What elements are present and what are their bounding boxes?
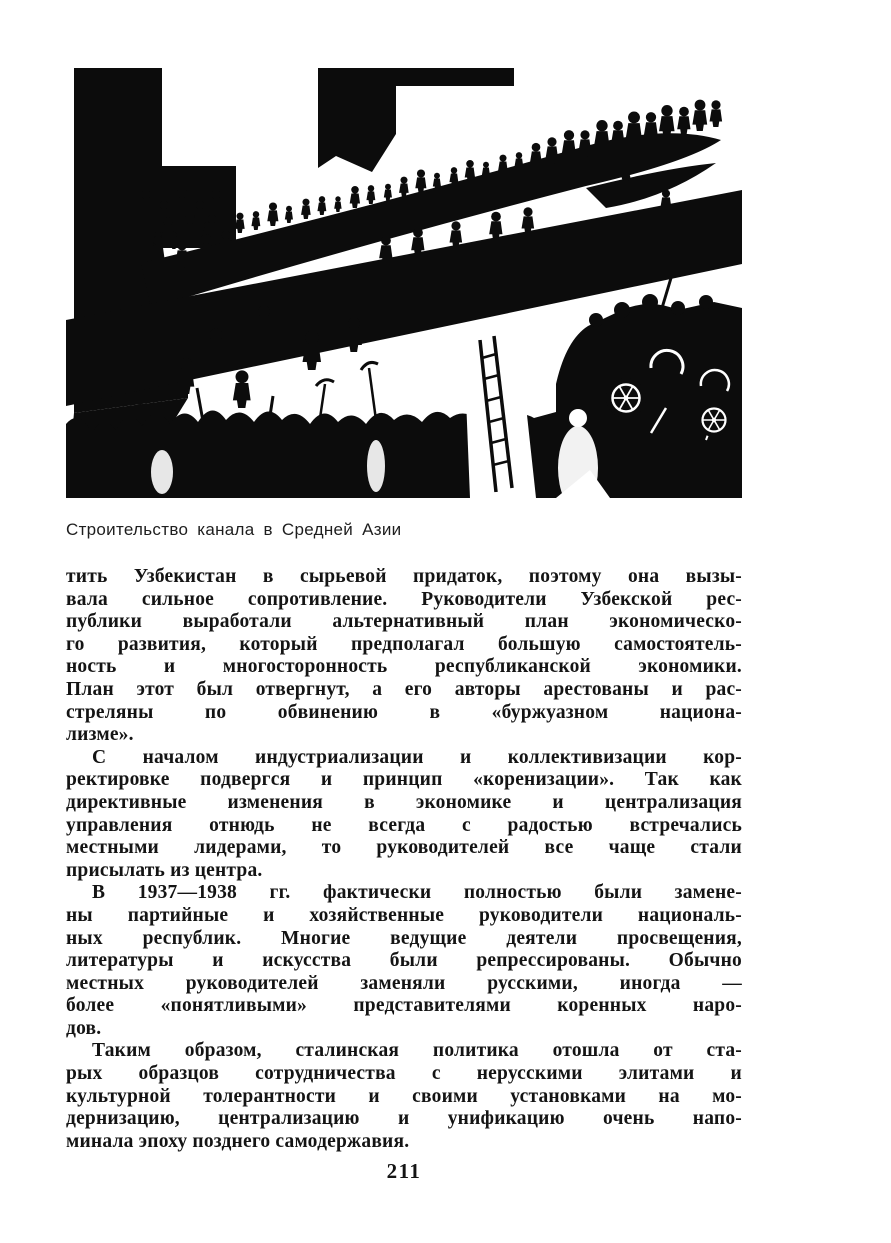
text-line: вала сильное сопротивление. Руководители Узбекской рес- bbox=[66, 588, 742, 610]
text-line: публики выработали альтернативный план экономическо- bbox=[66, 611, 742, 633]
text-line: минала эпоху позднего самодержавия. bbox=[66, 1130, 410, 1152]
text-line: Таким образом, сталинская политика отошла от ста- bbox=[92, 1040, 742, 1062]
paragraph bbox=[66, 1040, 742, 1153]
cart-wheel bbox=[606, 378, 646, 418]
photo-caption: Строительство канала в Средней Азии bbox=[66, 520, 402, 539]
text-line: ных республик. Многие ведущие деятели просвещения, bbox=[66, 927, 742, 949]
body-text bbox=[66, 566, 742, 1153]
canal-construction-photo bbox=[66, 68, 742, 498]
text-line: рых образцов сотрудничества с нерусскими элитами и bbox=[66, 1063, 742, 1085]
paragraph bbox=[66, 882, 742, 1040]
text-line: План этот был отвергнут, а его авторы арестованы и рас- bbox=[66, 678, 742, 700]
text-line: культурной толерантности и своими установками на мо- bbox=[66, 1085, 742, 1107]
text-line: лизме». bbox=[66, 724, 134, 746]
text-line: местными лидерами, то руководителей все чаще стали bbox=[66, 837, 742, 859]
paragraph bbox=[66, 566, 742, 747]
text-line: дов. bbox=[66, 1017, 102, 1039]
photo-figure bbox=[66, 68, 742, 540]
text-line: В 1937—1938 гг. фактически полностью были замене- bbox=[92, 882, 742, 904]
content-column bbox=[66, 68, 742, 1184]
cart-wheel bbox=[697, 403, 731, 437]
text-line: более «понятливыми» представителями коренных наро- bbox=[66, 995, 742, 1017]
page-number: 211 bbox=[386, 1159, 422, 1184]
text-line: литературы и искусства были репрессированы. Обычно bbox=[66, 950, 742, 972]
text-line: ны партийные и хозяйственные руководители националь- bbox=[66, 904, 742, 926]
text-line: ность и многосторонность республиканской экономики. bbox=[66, 656, 742, 678]
paragraph bbox=[66, 747, 742, 883]
text-line: местных руководителей заменяли русскими, иногда — bbox=[66, 972, 742, 994]
text-line: С началом индустриализации и коллективизации кор- bbox=[92, 746, 742, 768]
text-line: го развития, который предполагал большую самостоятель- bbox=[66, 633, 742, 655]
text-line: дернизацию, централизацию и унификацию очень напо- bbox=[66, 1108, 742, 1130]
text-line: тить Узбекистан в сырьевой придаток, поэтому она вызы- bbox=[66, 566, 742, 587]
text-line: управления отнюдь не всегда с радостью встречались bbox=[66, 814, 742, 836]
text-line: директивные изменения в экономике и централизация bbox=[66, 791, 742, 813]
text-line: присылать из центра. bbox=[66, 859, 263, 881]
photo-illustration bbox=[66, 68, 742, 498]
text-line: ректировке подвергся и принцип «коренизации». Так как bbox=[66, 769, 742, 791]
text-line: стреляны по обвинению в «буржуазном национа- bbox=[66, 701, 742, 723]
